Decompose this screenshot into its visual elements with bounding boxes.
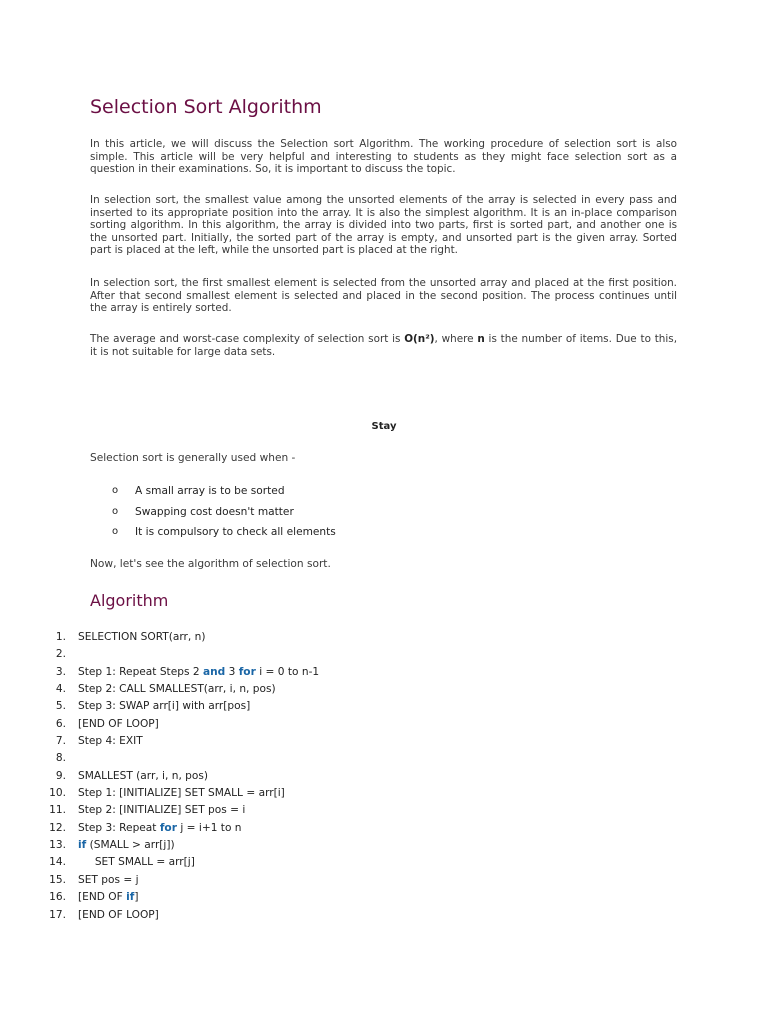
code-text (78, 718, 159, 735)
code-fragment: Step 2: CALL SMALLEST(arr, i, n, pos) (78, 683, 276, 696)
code-text (78, 666, 319, 683)
bullet-marker: o (112, 505, 119, 517)
code-fragment: (SMALL > arr[j]) (86, 839, 175, 852)
description-paragraph: In selection sort, the smallest value among the unsorted elements of the array is selected in every pass and inserted to its appropriate position into the array. It is also the simplest algorithm. It is an in-place comparison sorting algorithm. In this algorithm, the array is divided into two parts, first is sorted part, and another one is the unsorted part. Initially, the sorted part of the array is empty, and unsorted part is the given array. Sorted part is placed at the left, while the unsorted part is placed at the right. (90, 194, 677, 257)
code-line (0, 752, 319, 769)
code-keyword: if (126, 891, 135, 904)
code-fragment: [END OF LOOP] (78, 717, 159, 730)
code-keyword: if (78, 839, 87, 852)
line-number: 15. (49, 873, 66, 886)
code-line (0, 891, 319, 908)
code-line (0, 856, 319, 873)
complexity-big-o: O(n²) (404, 333, 435, 345)
line-number: 9. (55, 769, 66, 782)
line-number: 5. (55, 700, 66, 713)
code-line (0, 804, 319, 821)
line-number: 7. (55, 735, 66, 748)
line-number: 14. (49, 856, 66, 869)
complexity-text-c: is the number of items. Due to this, it is not suitable for large data sets. (90, 333, 677, 358)
code-fragment: Step 4: EXIT (78, 735, 143, 748)
code-text (78, 856, 195, 873)
code-line (0, 909, 319, 926)
code-text (78, 874, 139, 891)
code-line (0, 874, 319, 891)
usage-bullet-list (112, 485, 336, 547)
list-item (112, 485, 336, 506)
code-text (78, 735, 143, 752)
line-number: 13. (49, 839, 66, 852)
code-fragment: 3 (225, 665, 239, 678)
code-text (78, 822, 242, 839)
code-fragment: SET SMALL = arr[j] (78, 856, 195, 869)
code-keyword: for (159, 821, 177, 834)
code-line (0, 666, 319, 683)
code-line (0, 787, 319, 804)
line-number: 2. (55, 648, 66, 661)
code-fragment: SELECTION SORT(arr, n) (78, 631, 206, 643)
bullet-marker: o (112, 485, 119, 496)
code-line (0, 718, 319, 735)
code-text (78, 839, 175, 856)
code-fragment: Step 3: SWAP arr[i] with arr[pos] (78, 700, 251, 713)
code-line (0, 839, 319, 856)
code-fragment: Step 2: [INITIALIZE] SET pos = i (78, 804, 246, 817)
stay-label: Stay (371, 421, 397, 432)
line-number: 10. (49, 787, 66, 800)
code-fragment: [END OF (78, 891, 127, 904)
code-text (78, 787, 285, 804)
used-when-text: Selection sort is generally used when - (90, 452, 296, 464)
intro-paragraph: In this article, we will discuss the Selection sort Algorithm. The working procedure of selection sort is also simple. This article will be very helpful and interesting to students as they might face selection sort as a question in their examinations. So, it is important to discuss the topic. (90, 138, 677, 176)
code-text (78, 631, 206, 648)
code-fragment: i = 0 to n-1 (255, 665, 320, 678)
code-fragment: Step 3: Repeat (78, 821, 160, 834)
bullet-text: Swapping cost doesn't matter (135, 505, 294, 518)
line-number: 3. (55, 665, 66, 678)
bullet-text: It is compulsory to check all elements (135, 526, 336, 538)
process-paragraph: In selection sort, the first smallest element is selected from the unsorted array and placed at the first position. After that second smallest element is selected and placed in the second position. The process continues until the array is entirely sorted. (90, 277, 677, 315)
code-text (78, 700, 250, 717)
line-number: 6. (55, 717, 66, 730)
line-number: 17. (49, 908, 66, 921)
algorithm-code-list (0, 631, 319, 926)
bullet-text: A small array is to be sorted (135, 485, 285, 497)
code-fragment: ] (134, 891, 139, 904)
code-fragment: Step 1: Repeat Steps 2 (78, 665, 203, 678)
code-fragment: Step 1: [INITIALIZE] SET SMALL = arr[i] (78, 787, 285, 800)
code-line (0, 683, 319, 700)
complexity-paragraph (90, 333, 677, 358)
code-text (78, 804, 245, 821)
code-line (0, 735, 319, 752)
code-line (0, 822, 319, 839)
list-item (112, 526, 336, 547)
bullet-marker: o (112, 526, 119, 537)
line-number: 16. (49, 891, 66, 904)
complexity-text-a: The average and worst-case complexity of selection sort is (90, 333, 405, 345)
line-number: 12. (49, 821, 66, 834)
complexity-text-b: , where (434, 333, 478, 345)
code-keyword: for (238, 665, 256, 678)
code-fragment: [END OF LOOP] (78, 908, 159, 921)
page-title: Selection Sort Algorithm (90, 96, 322, 118)
code-text (78, 891, 138, 908)
code-fragment: SMALLEST (arr, i, n, pos) (78, 769, 209, 782)
code-text (78, 909, 159, 926)
line-number: 8. (55, 752, 66, 765)
code-text (78, 770, 208, 787)
line-number: 1. (55, 631, 66, 643)
code-line (0, 770, 319, 787)
line-number: 11. (49, 804, 66, 817)
code-text (78, 683, 276, 700)
complexity-n: n (477, 333, 485, 345)
code-line (0, 631, 319, 648)
code-line (0, 648, 319, 665)
line-number: 4. (55, 683, 66, 696)
code-fragment: SET pos = j (78, 873, 139, 886)
algorithm-intro-text: Now, let's see the algorithm of selection sort. (90, 558, 331, 570)
code-keyword: and (202, 665, 226, 678)
code-line (0, 700, 319, 717)
code-fragment: j = i+1 to n (176, 821, 242, 834)
algorithm-heading: Algorithm (90, 591, 169, 610)
list-item (112, 506, 336, 527)
